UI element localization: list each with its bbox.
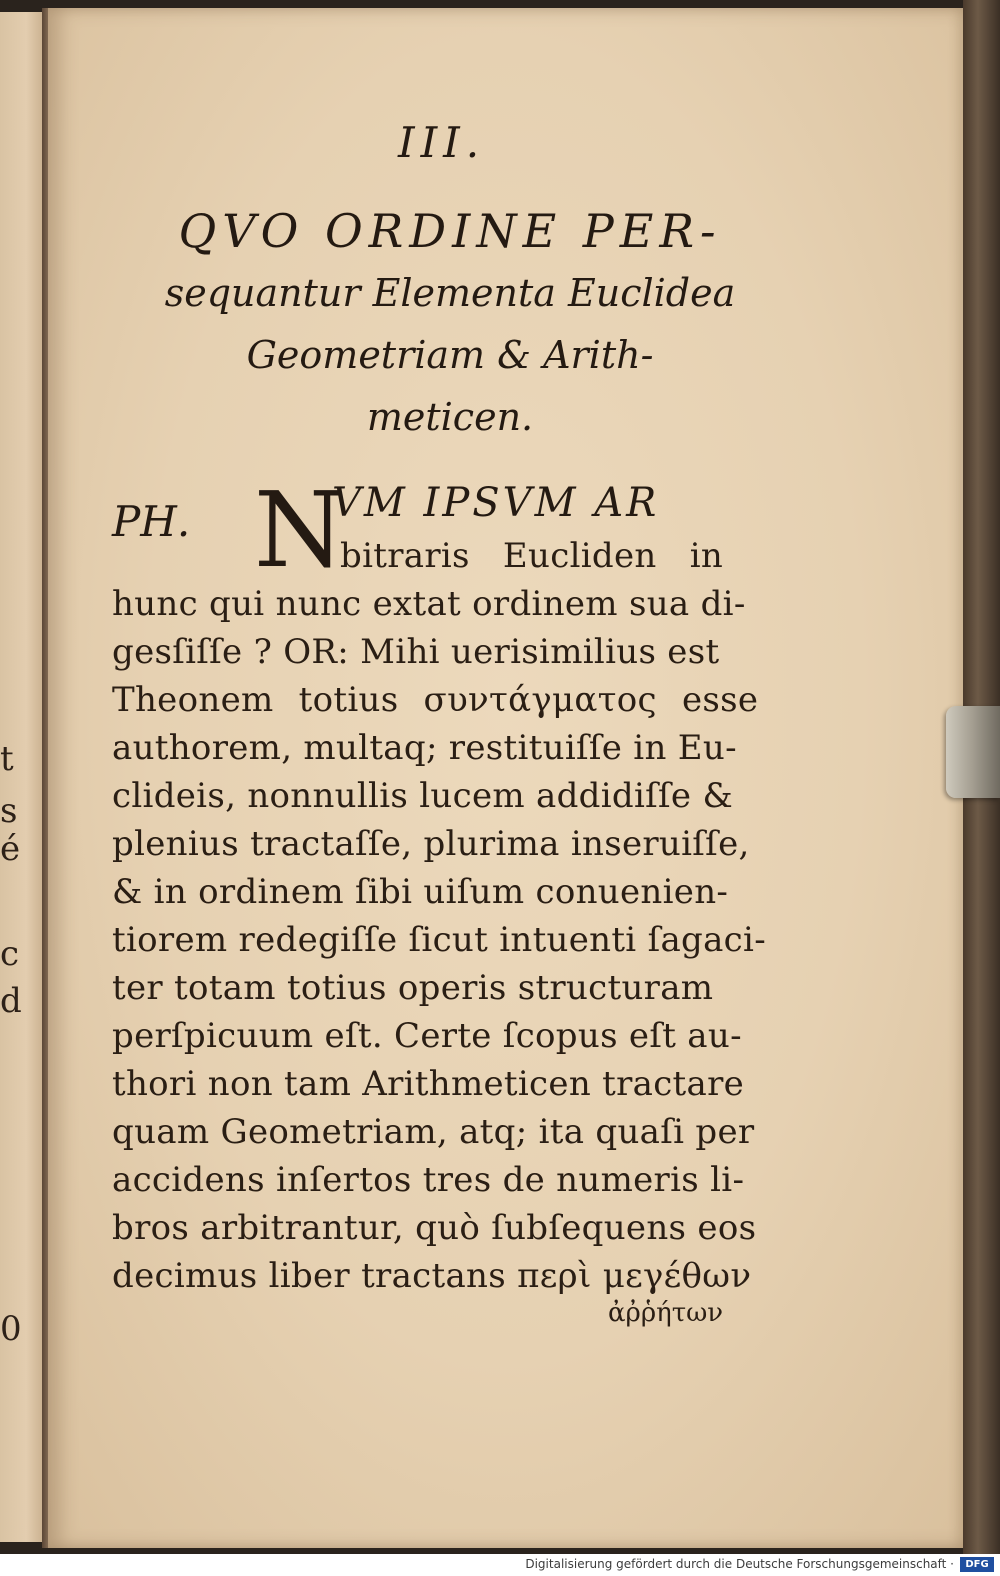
text-line: tiorem redegiſſe ſicut intuenti ſagaci- [112,920,766,960]
text-line: quam Geometriam, atq; ita quaſi per [112,1112,755,1152]
facing-page-fragment: t [0,739,14,779]
text-line: perſpicuum eſt. Certe ſcopus eſt au- [112,1016,742,1056]
facing-page-fragment: d [0,981,22,1021]
text-line: bros arbitrantur, quò ſubſequens eos [112,1208,757,1248]
text-line: thori non tam Arithmeticen tractare [112,1064,745,1104]
facing-page-fragment: s [0,791,18,831]
chapter-heading [130,200,770,448]
text-line: decimus liber tractans περὶ μεγέθων [112,1256,752,1296]
book-clasp [946,706,1000,798]
facing-page-edge [0,12,44,1542]
speaker-label: PH. [112,497,191,546]
heading-line: sequantur Elementa Euclidea [164,271,736,315]
text-line: bitraris Eucliden in [340,536,724,576]
text-line: accidens inſertos tres de numeris li- [112,1160,745,1200]
heading-line: Geometriam & Arith- [246,333,654,377]
facing-page-fragment: c [0,934,20,974]
text-line: Theonem totius συντάγματος esse [112,680,759,720]
dfg-logo: DFG [960,1557,994,1572]
text-line: clideis, nonnullis lucem addidiſſe & [112,776,734,816]
catchword: ἀῤῥήτων [608,1298,724,1328]
digitization-footer [0,1554,1000,1576]
text-line: authorem, multaq; restituiſſe in Eu- [112,728,737,768]
text-line: plenius tractaſſe, plurima inseruiſſe, [112,824,750,864]
text-line: ter totam totius operis structuram [112,968,714,1008]
text-line: hunc qui nunc extat ordinem sua di- [112,584,746,624]
text-line: gesſiſſe ? OR: Mihi uerisimilius est [112,632,720,672]
folio-number: III. [398,118,486,167]
heading-line: meticen. [366,395,534,439]
opening-words: VM IPSVM AR [332,480,660,526]
text-line: & in ordinem ſibi uiſum conuenien- [112,872,729,912]
facing-page-fragment: 0 [0,1309,22,1349]
funding-notice: Digitalisierung gefördert durch die Deutsche Forschungsgemeinschaft · [525,1557,954,1571]
facing-page-fragment: é [0,829,21,869]
drop-initial: N [254,469,345,591]
heading-line: QVO ORDINE PER- [178,204,722,258]
